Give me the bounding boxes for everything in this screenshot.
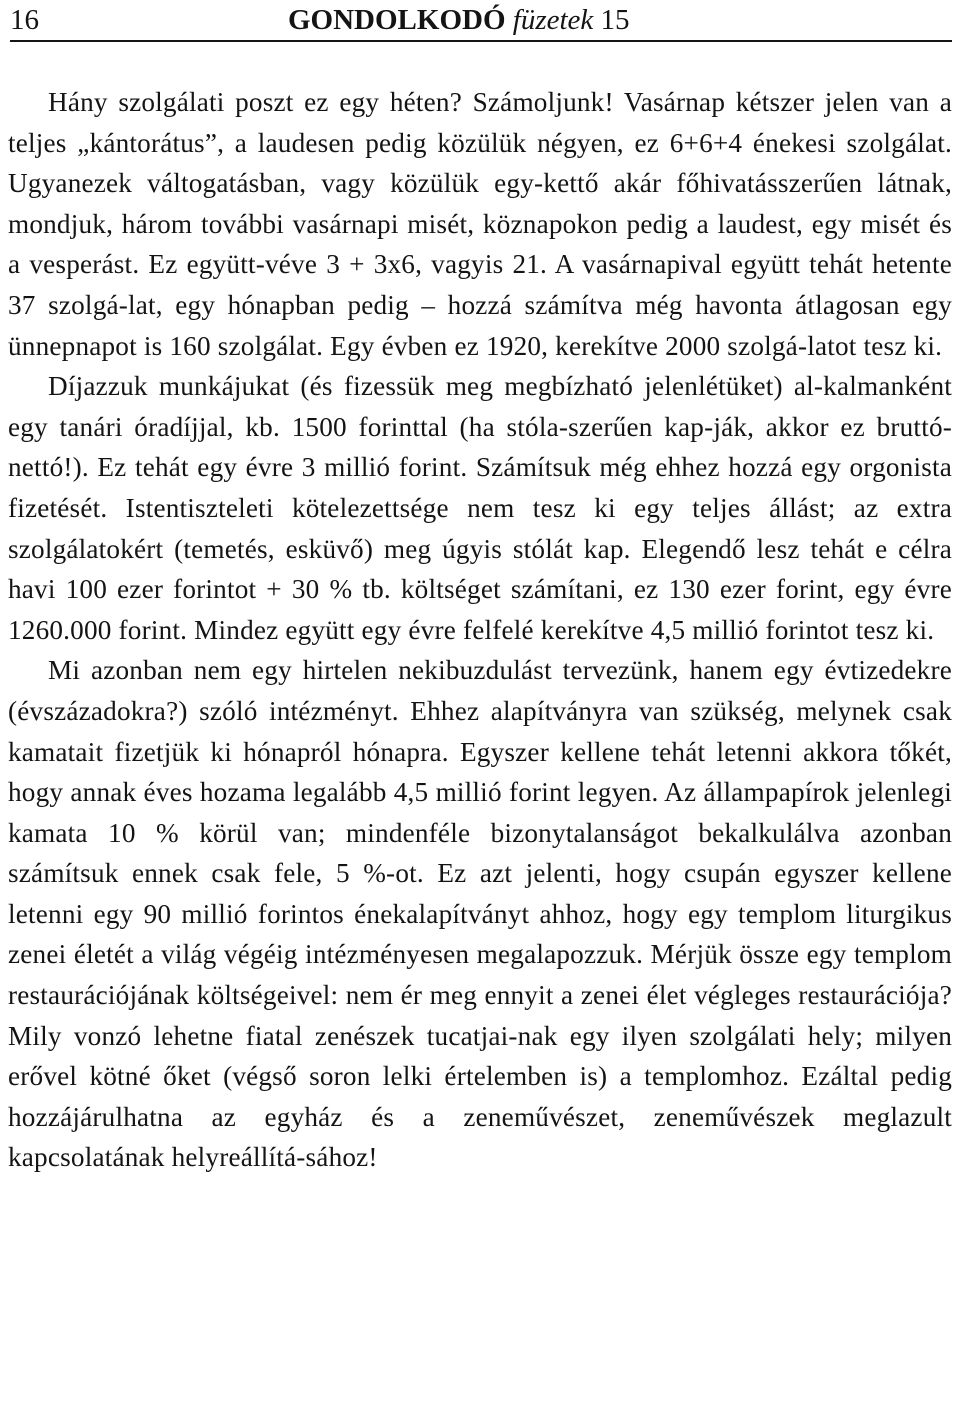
series-title: GONDOLKODÓ bbox=[288, 4, 506, 36]
running-title bbox=[288, 4, 630, 36]
header-rule bbox=[10, 40, 952, 42]
page-number: 16 bbox=[10, 4, 39, 36]
paragraph: Díjazzuk munkájukat (és fizessük meg megbízható jelenlétüket) al-kalmanként egy tanári óradíjjal, kb. 1500 forinttal (ha stóla-szerűen kap-ják, akkor ez bruttó-nettó!). Ez tehát egy évre 3 millió forint. Számítsuk még ehhez hozzá egy orgonista fizetését. Istentiszteleti kötelezettsége nem tesz ki egy teljes állást; az extra szolgálatokért (temetés, esküvő) meg úgyis stólát kap. Elegendő lesz tehát e célra havi 100 ezer forintot + 30 % tb. költséget számítani, ez 130 ezer forint, egy évre 1260.000 forint. Mindez együtt egy évre felfelé kerekítve 4,5 millió forintot tesz ki. bbox=[8, 371, 952, 645]
running-header bbox=[10, 0, 952, 40]
paragraph: Hány szolgálati poszt ez egy héten? Számoljunk! Vasárnap kétszer jelen van a teljes „kántorátus”, a laudesen pedig közülük négyen, ez 6+6+4 énekesi szolgálat. Ugyanezek váltogatásban, vagy közülük egy-kettő akár főhivatásszerűen látnak, mondjuk, három további vasárnapi misét, köznapokon pedig a laudest, egy misét és a vesperást. Ez együtt-véve 3 + 3x6, vagyis 21. A vasárnapival együtt tehát hetente 37 szolgá-lat, egy hónapban pedig – hozzá számítva még havonta átlagosan egy ünnepnapot is 160 szolgálat. Egy évben ez 1920, kerekítve 2000 szolgá-latot tesz ki. bbox=[8, 87, 952, 361]
paragraph: Mi azonban nem egy hirtelen nekibuzdulást tervezünk, hanem egy évtizedekre (évszázadokra?) szóló intézményt. Ehhez alapítványra van szükség, melynek csak kamatait fizetjük ki hónapról hónapra. Egyszer kellene tehát letenni akkora tőkét, hogy annak éves hozama legalább 4,5 millió forint legyen. Az állampapírok jelenlegi kamata 10 % körül van; mindenféle bizonytalanságot bekalkulálva azonban számítsuk ennek csak fele, 5 %-ot. Ez azt jelenti, hogy csupán egyszer kellene letenni egy 90 millió forintos énekalapítványt ahhoz, hogy egy templom liturgikus zenei életét a világ végéig intézményesen megalapozzuk. Mérjük össze egy templom restaurációjának költségeivel: nem ér meg ennyit a zenei élet végleges restaurációja? Mily vonzó lehetne fiatal zenészek tucatjai-nak egy ilyen szolgálati hely; milyen erővel kötné őket (végső soron lelki értelemben is) a templomhoz. Ezáltal pedig hozzájárulhatna az egyház és a zeneművészet, zeneművészek meglazult kapcsolatának helyreállítá-sához! bbox=[8, 655, 952, 1173]
series-subtitle: füzetek bbox=[512, 4, 594, 36]
issue-number: 15 bbox=[600, 4, 630, 36]
body-text bbox=[8, 82, 952, 1178]
